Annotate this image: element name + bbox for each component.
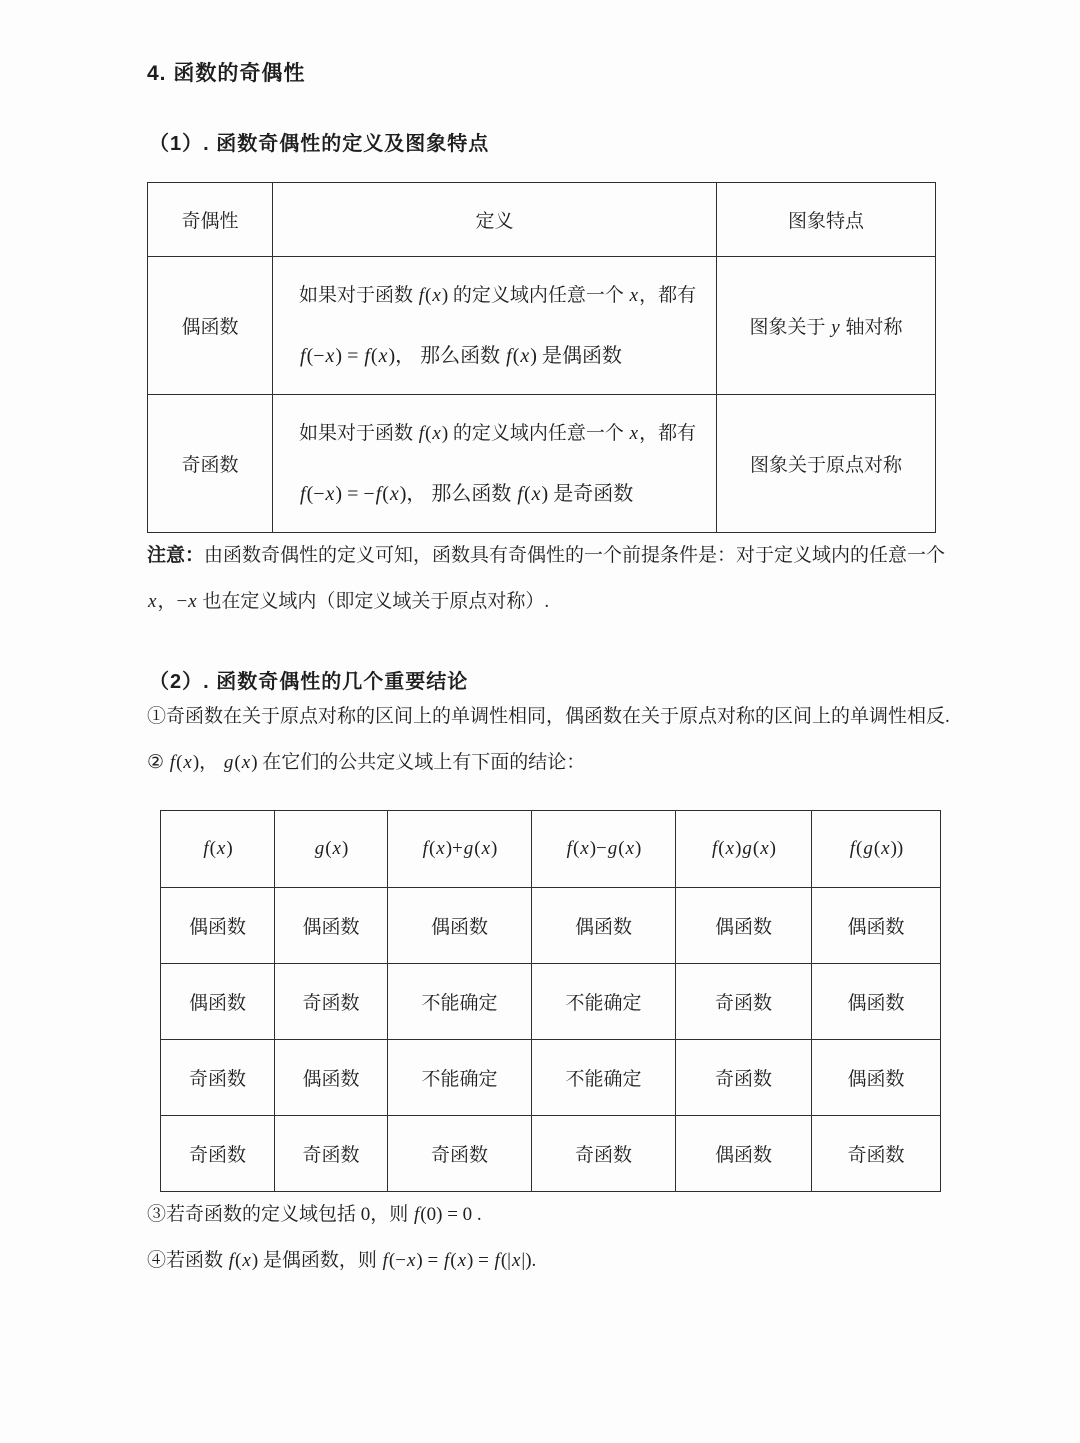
combination-cell: 不能确定 (388, 1040, 532, 1116)
note-label: 注意： (147, 545, 205, 566)
definition-cell-odd (273, 395, 717, 533)
combination-cell: 偶函数 (275, 888, 388, 964)
conclusion-point-3: ③若奇函数的定义域包括 0，则 f(0) = 0 . (147, 1204, 482, 1225)
header-g-x: g(x) (275, 811, 388, 888)
combination-cell: 奇函数 (275, 964, 388, 1040)
graph-feature-even: 图象关于 y 轴对称 (717, 257, 936, 395)
header-f-x: f(x) (161, 811, 275, 888)
table-row-even-function (148, 257, 936, 395)
header-graph-feature: 图象特点 (717, 183, 936, 257)
subsection-2-heading: （2）. 函数奇偶性的几个重要结论 (149, 671, 469, 693)
combination-cell: 奇函数 (676, 1040, 812, 1116)
conclusion-point-1: ①奇函数在关于原点对称的区间上的单调性相同，偶函数在关于原点对称的区间上的单调性相反. (147, 706, 950, 727)
combination-row-2 (161, 964, 941, 1040)
definition-cell-even (273, 257, 717, 395)
conclusion-point-2: ② f(x)， g(x) 在它们的公共定义域上有下面的结论： (147, 752, 586, 773)
section-title: 4. 函数的奇偶性 (147, 62, 306, 85)
note-paragraph (147, 533, 950, 625)
combination-cell: 偶函数 (676, 888, 812, 964)
parity-definition-table (147, 182, 936, 533)
header-f-of-g: f(g(x)) (812, 811, 941, 888)
combination-cell: 偶函数 (161, 888, 275, 964)
combination-cell: 偶函数 (812, 888, 941, 964)
graph-feature-odd: 图象关于原点对称 (717, 395, 936, 533)
combination-cell: 奇函数 (161, 1116, 275, 1192)
definition-condition-odd: 如果对于函数 f(x) 的定义域内任意一个 x，都有 (299, 422, 697, 444)
header-f-times-g: f(x)g(x) (676, 811, 812, 888)
combination-cell: 奇函数 (532, 1116, 676, 1192)
table-row-odd-function (148, 395, 936, 533)
conclusion-point-4: ④若函数 f(x) 是偶函数，则 f(−x) = f(x) = f(|x|). (147, 1250, 537, 1271)
combination-cell: 偶函数 (532, 888, 676, 964)
combination-row-4 (161, 1116, 941, 1192)
header-f-minus-g: f(x)−g(x) (532, 811, 676, 888)
definition-condition-even: 如果对于函数 f(x) 的定义域内任意一个 x，都有 (299, 284, 697, 306)
note-text: 由函数奇偶性的定义可知，函数具有奇偶性的一个前提条件是：对于定义域内的任意一个 x，−x 也在定义域内（即定义域关于原点对称）. (148, 545, 946, 612)
combination-cell: 奇函数 (388, 1116, 532, 1192)
header-f-plus-g: f(x)+g(x) (388, 811, 532, 888)
combination-cell: 奇函数 (676, 964, 812, 1040)
parity-cell-even: 偶函数 (148, 257, 273, 395)
header-parity: 奇偶性 (148, 183, 273, 257)
parity-combination-table (160, 810, 941, 1192)
combination-cell: 奇函数 (275, 1116, 388, 1192)
combination-cell: 偶函数 (161, 964, 275, 1040)
combination-row-1 (161, 888, 941, 964)
parity-cell-odd: 奇函数 (148, 395, 273, 533)
combination-cell: 奇函数 (161, 1040, 275, 1116)
combination-row-3 (161, 1040, 941, 1116)
combination-cell: 不能确定 (532, 964, 676, 1040)
combination-cell: 偶函数 (812, 1040, 941, 1116)
subsection-1-heading: （1）. 函数奇偶性的定义及图象特点 (149, 133, 490, 155)
combination-cell: 偶函数 (388, 888, 532, 964)
definition-equation-even: f(−x) = f(x)， 那么函数 f(x) 是偶函数 (300, 344, 622, 367)
combination-cell: 奇函数 (812, 1116, 941, 1192)
combination-cell: 偶函数 (676, 1116, 812, 1192)
combination-cell: 不能确定 (388, 964, 532, 1040)
combination-table-header-row (161, 811, 941, 888)
definition-table-header-row (148, 183, 936, 257)
combination-cell: 不能确定 (532, 1040, 676, 1116)
definition-equation-odd: f(−x) = −f(x)， 那么函数 f(x) 是奇函数 (300, 482, 634, 505)
header-definition: 定义 (273, 183, 717, 257)
combination-cell: 偶函数 (275, 1040, 388, 1116)
combination-cell: 偶函数 (812, 964, 941, 1040)
